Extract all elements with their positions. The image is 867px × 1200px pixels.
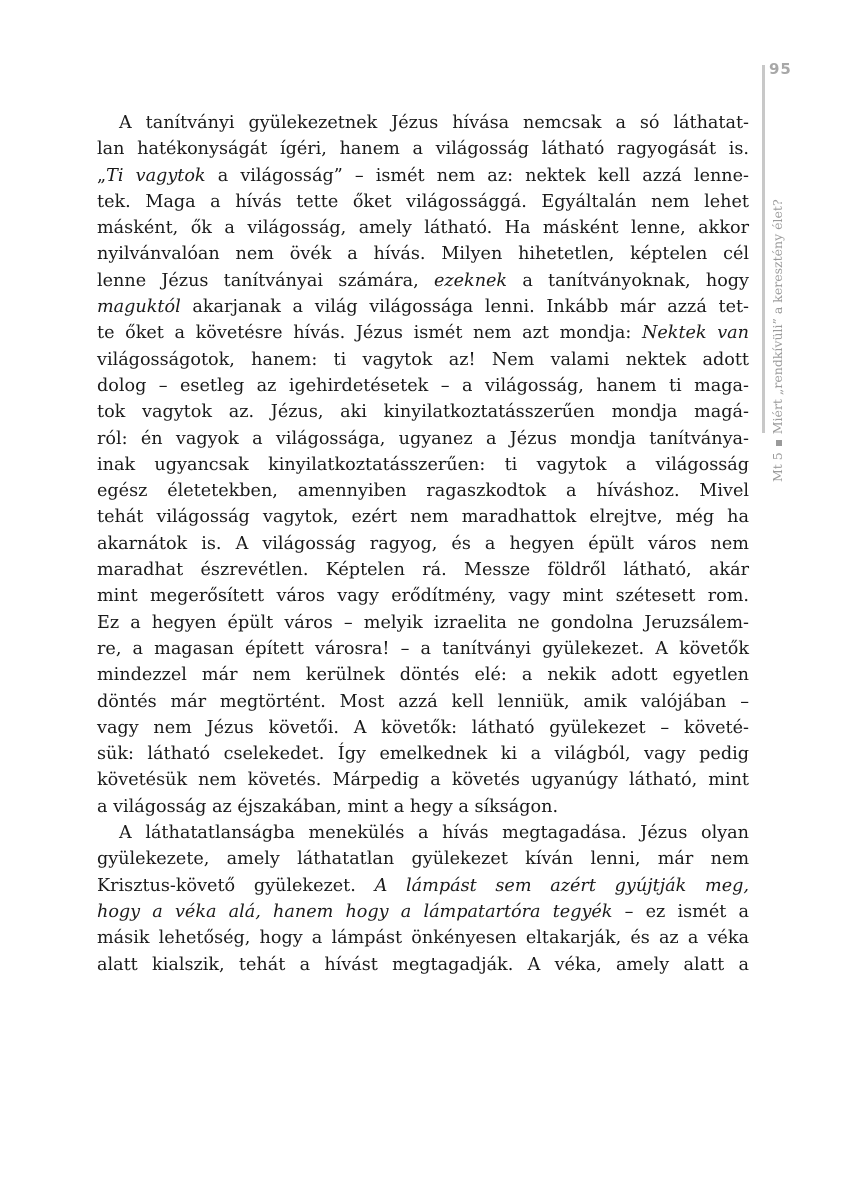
- text-run: akarjanak a világ világossága lenni. Inkább már azzá tet-: [180, 297, 749, 318]
- text-line: [97, 452, 749, 478]
- side-rule: [762, 65, 765, 433]
- text-line: [97, 557, 749, 583]
- text-line: [97, 136, 749, 162]
- text-line: [97, 846, 749, 872]
- text-run: akarnátok is. A világosság ragyog, és a hegyen épült város nem: [97, 533, 749, 554]
- text-line: [97, 347, 749, 373]
- text-line: [97, 241, 749, 267]
- text-line: [97, 662, 749, 688]
- text-line: [97, 215, 749, 241]
- text-run: Krisztus-követő gyülekezet.: [97, 875, 375, 896]
- text-run: a világosság” – ismét nem az: nektek kell azzá lenne-: [205, 165, 749, 186]
- text-run: te őket a követésre hívás. Jézus ismét nem azt mondja:: [97, 323, 642, 344]
- text-line: [97, 925, 749, 951]
- text-run: lan hatékonyságát ígéri, hanem a világosság látható ragyogását is.: [97, 139, 749, 160]
- text-line: [97, 268, 749, 294]
- text-run: dolog – esetleg az igehirdetésetek – a világosság, hanem ti maga-: [97, 375, 749, 396]
- text-line: [97, 820, 749, 846]
- italic-text: Nektek van: [641, 323, 749, 344]
- text-run: nyilvánvalóan nem övék a hívás. Milyen hihetetlen, képtelen cél: [97, 244, 749, 265]
- text-run: re, a magasan épített városra! – a tanítványi gyülekezet. A követők: [97, 638, 749, 659]
- italic-text: maguktól: [97, 297, 181, 318]
- italic-text: ezeknek: [433, 270, 508, 291]
- text-run: világosságotok, hanem: ti vagytok az! Nem valami nektek adott: [97, 349, 749, 370]
- text-line: [97, 163, 749, 189]
- text-run: tok vagytok az. Jézus, aki kinyilatkoztatásszerűen mondja magá-: [97, 402, 749, 423]
- italic-text: Ti vagytok: [106, 165, 206, 186]
- text-run: másként, ők a világosság, amely látható. Ha másként lenne, akkor: [97, 218, 749, 239]
- text-line: [97, 794, 749, 820]
- text-line: [97, 899, 749, 925]
- text-line: [97, 715, 749, 741]
- italic-text: hogy a véka alá, hanem hogy a lámpatartóra tegyék: [97, 901, 613, 922]
- text-line: [97, 189, 749, 215]
- text-line: [97, 294, 749, 320]
- text-run: – ez ismét a: [612, 901, 749, 922]
- text-run: ról: én vagyok a világossága, ugyanez a Jézus mondja tanítványa-: [97, 428, 749, 449]
- text-line: [97, 504, 749, 530]
- text-line: [97, 873, 749, 899]
- text-run: másik lehetőség, hogy a lámpást önkényesen eltakarják, és az a véka: [97, 928, 749, 949]
- text-run: alatt kialszik, tehát a hívást megtagadják. A véka, amely alatt a: [97, 954, 749, 975]
- text-run: inak ugyancsak kinyilatkoztatásszerűen: ti vagytok a világosság: [97, 454, 749, 475]
- text-line: [97, 583, 749, 609]
- text-run: követésük nem követés. Márpedig a követés ugyanúgy látható, mint: [97, 770, 749, 791]
- italic-text: A lámpást sem azért gyújtják meg,: [374, 875, 749, 896]
- text-line: [97, 478, 749, 504]
- text-line: [97, 952, 749, 978]
- text-run: mindezzel már nem kerülnek döntés elé: a nekik adott egyetlen: [97, 665, 749, 686]
- text-run: vagy nem Jézus követői. A követők: látható gyülekezet – követé-: [97, 717, 749, 738]
- running-head-title: Miért „rendkívüli” a keresztény élet?: [770, 199, 785, 435]
- text-line: [97, 610, 749, 636]
- text-run: egész életetekben, amennyiben ragaszkodtok a híváshoz. Mivel: [97, 481, 749, 502]
- text-run: lenne Jézus tanítványai számára,: [97, 270, 434, 291]
- text-line: [97, 426, 749, 452]
- text-run: gyülekezete, amely láthatatlan gyülekezet kíván lenni, már nem: [97, 849, 749, 870]
- text-line: [97, 373, 749, 399]
- text-line: [97, 636, 749, 662]
- square-bullet-icon: [776, 440, 782, 446]
- text-run: mint megerősített város vagy erődítmény, vagy mint szétesett rom.: [97, 586, 749, 607]
- text-line: [97, 110, 749, 136]
- text-run: sük: látható cselekedet. Így emelkednek ki a világból, vagy pedig: [97, 744, 749, 765]
- text-line: [97, 320, 749, 346]
- text-run: A láthatatlanságba menekülés a hívás megtagadása. Jézus olyan: [119, 823, 749, 844]
- text-run: A tanítványi gyülekezetnek Jézus hívása nemcsak a só láthatat-: [119, 113, 749, 133]
- text-line: [97, 689, 749, 715]
- text-run: Ez a hegyen épült város – melyik izraelita ne gondolna Jeruzsálem-: [97, 612, 749, 633]
- page-number: 95: [769, 60, 792, 78]
- text-line: [97, 531, 749, 557]
- running-head-chapter: Mt 5: [770, 452, 785, 482]
- text-run: tehát világosság vagytok, ezért nem maradhattok elrejtve, még ha: [97, 507, 749, 528]
- body-text: [97, 110, 749, 978]
- paragraph: [97, 820, 749, 978]
- text-run: „: [97, 165, 107, 186]
- text-run: döntés már megtörtént. Most azzá kell lenniük, amik valójában –: [97, 691, 749, 712]
- text-run: maradhat észrevétlen. Képtelen rá. Messze földről látható, akár: [97, 560, 749, 581]
- running-head: [770, 199, 785, 482]
- text-line: [97, 741, 749, 767]
- paragraph: [97, 110, 749, 820]
- text-run: a tanítványoknak, hogy: [507, 270, 749, 291]
- text-line: [97, 767, 749, 793]
- text-line: [97, 399, 749, 425]
- text-run: tek. Maga a hívás tette őket világossággá. Egyáltalán nem lehet: [97, 191, 749, 212]
- text-run: a világosság az éjszakában, mint a hegy a síkságon.: [97, 796, 559, 817]
